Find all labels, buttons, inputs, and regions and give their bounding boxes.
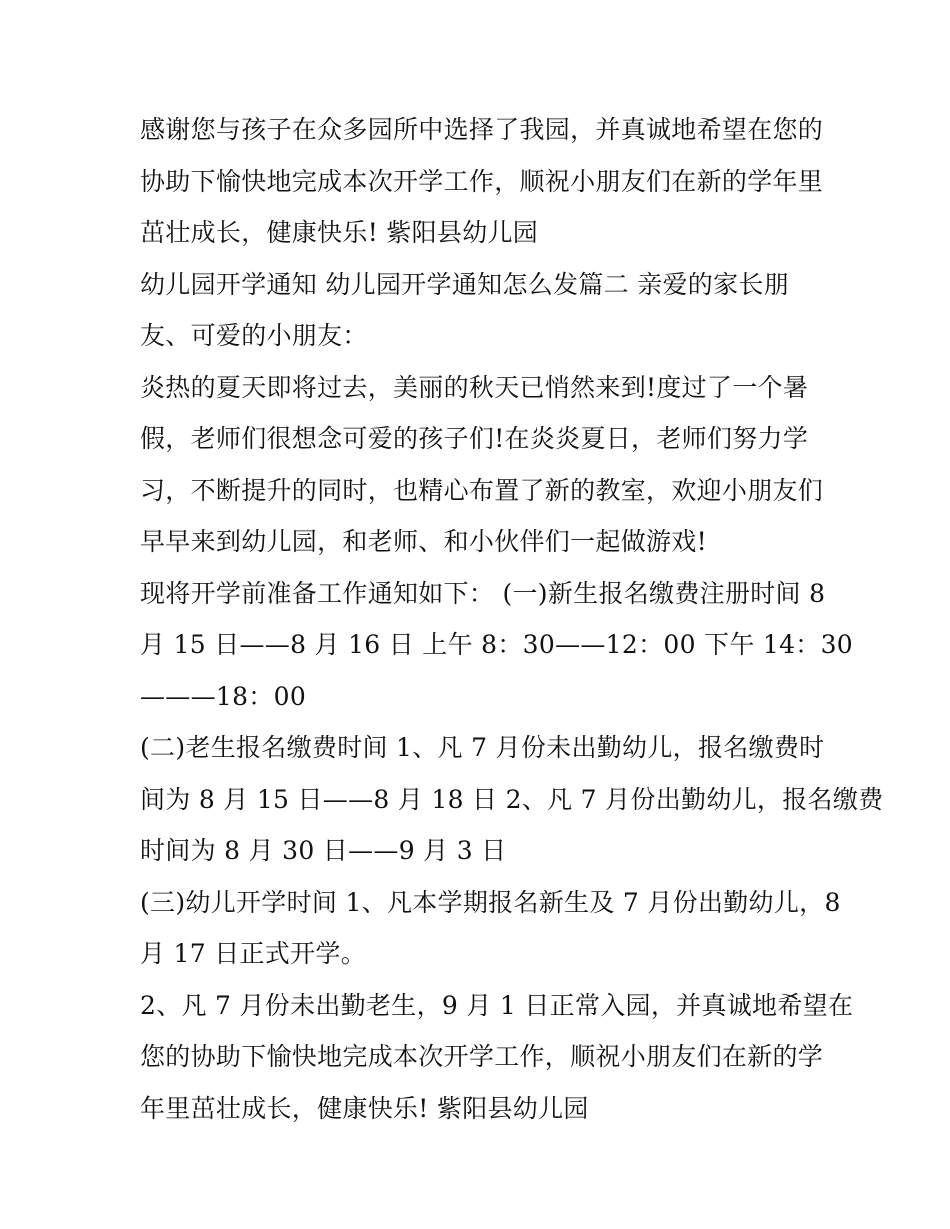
text-line: 茁壮成长，健康快乐! 紫阳县幼儿园 (140, 218, 539, 247)
text-line: 现将开学前准备工作通知如下： (一)新生报名缴费注册时间 8 (140, 578, 826, 608)
text-line: 您的协助下愉快地完成本次开学工作，顺祝小朋友们在新的学 (140, 1042, 824, 1071)
text-line: 协助下愉快地完成本次开学工作，顺祝小朋友们在新的学年里 (140, 166, 824, 196)
text-line: 年里茁壮成长，健康快乐! 紫阳县幼儿园 (140, 1093, 589, 1123)
text-line: 假，老师们很想念可爱的孩子们!在炎炎夏日，老师们努力学 (140, 424, 809, 453)
text-line: 炎热的夏天即将过去，美丽的秋天已悄然来到!度过了一个暑 (140, 372, 809, 402)
text-line: 感谢您与孩子在众多园所中选择了我园，并真诚地希望在您的 (140, 115, 824, 144)
text-line: 月 15 日——8 月 16 日 上午 8：30——12：00 下午 14：30 (140, 630, 854, 659)
text-line: 2、凡 7 月份未出勤老生，9 月 1 日正常入园，并真诚地希望在 (140, 990, 854, 1020)
text-line: 早早来到幼儿园，和老师、和小伙伴们一起做游戏! (140, 527, 707, 556)
text-line: 习，不断提升的同时，也精心布置了新的教室，欢迎小朋友们 (140, 475, 824, 505)
text-line: 时间为 8 月 30 日——9 月 3 日 (140, 836, 507, 865)
text-line: 友、可爱的小朋友： (140, 321, 368, 350)
text-line: 间为 8 月 15 日——8 月 18 日 2、凡 7 月份出勤幼儿，报名缴费 (140, 784, 884, 814)
text-line: 月 17 日正式开学。 (140, 939, 367, 968)
text-line: ———18：00 (140, 681, 307, 711)
text-line: (二)老生报名缴费时间 1、凡 7 月份未出勤幼儿，报名缴费时 (140, 733, 825, 762)
document-body (140, 104, 884, 1134)
text-line: 幼儿园开学通知 幼儿园开学通知怎么发篇二 亲爱的家长朋 (140, 269, 789, 299)
text-line: (三)幼儿开学时间 1、凡本学期报名新生及 7 月份出勤幼儿，8 (140, 887, 841, 917)
